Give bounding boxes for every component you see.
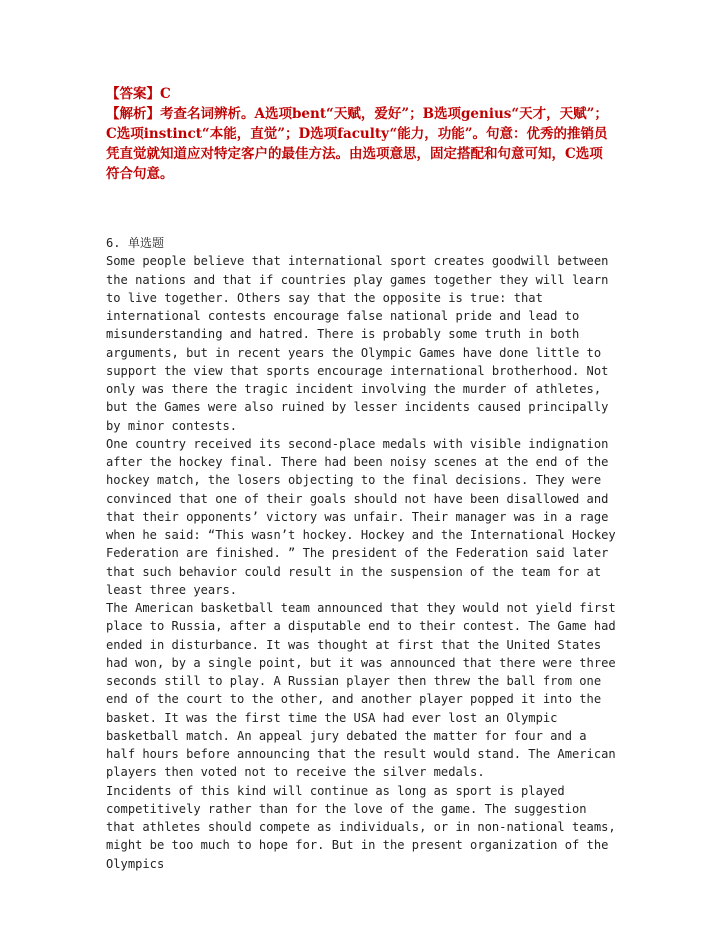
passage-paragraph-4: Incidents of this kind will continue as long as sport is played competitively rather than for the love of the game. The suggestion that athletes should compete as individuals, or in non-national teams, might be too much to hope for. But in the present organization of the Olympics: [106, 783, 623, 871]
answer-label: 【答案】C: [106, 86, 171, 102]
question-section: [106, 234, 622, 873]
answer-analysis: 【解析】考查名词辨析。A选项bent“天赋，爱好”；B选项genius“天才，天赋”；C选项instinct“本能，直觉”；D选项faculty“能力，功能”。句意：优秀的推销员凭直觉就知道应对特定客户的最佳方法。由选项意思，固定搭配和句意可知，C选项符合句意。: [106, 106, 608, 182]
passage-paragraph-3: The American basketball team announced that they would not yield first place to Russia, after a disputable end to their contest. The Game had ended in disturbance. It was thought at first that the United States had won, by a single point, but it was announced that there were three seconds still to play. A Russian player then threw the ball from one end of the court to the other, and another player popped it into the basket. It was the first time the USA had ever lost an Olympic basketball match. An appeal jury debated the matter for four and a half hours before announcing that the result would stand. The American players then voted not to receive the silver medals.: [106, 601, 623, 780]
answer-section: [106, 84, 616, 184]
passage-paragraph-1: Some people believe that international sport creates goodwill between the nations and that if countries play games together they will learn to live together. Others say that the opposite is true: that international contests encourage false national pride and lead to misunderstanding and hatred. There is probably some truth in both arguments, but in recent years the Olympic Games have done little to support the view that sports encourage international brotherhood. Not only was there the tragic incident involving the murder of athletes, but the Games were also ruined by lesser incidents caused principally by minor contests.: [106, 254, 616, 433]
question-header: 6. 单选题: [106, 236, 165, 250]
passage-paragraph-2: One country received its second-place medals with visible indignation after the hockey final. There had been noisy scenes at the end of the hockey match, the losers objecting to the final decisions. They were convinced that one of their goals should not have been disallowed and that their opponents’ victory was unfair. Their manager was in a rage when he said: “This wasn’t hockey. Hockey and the International Hockey Federation are finished. ” The president of the Federation said later that such behavior could result in the suspension of the team for at least three years.: [106, 436, 623, 597]
